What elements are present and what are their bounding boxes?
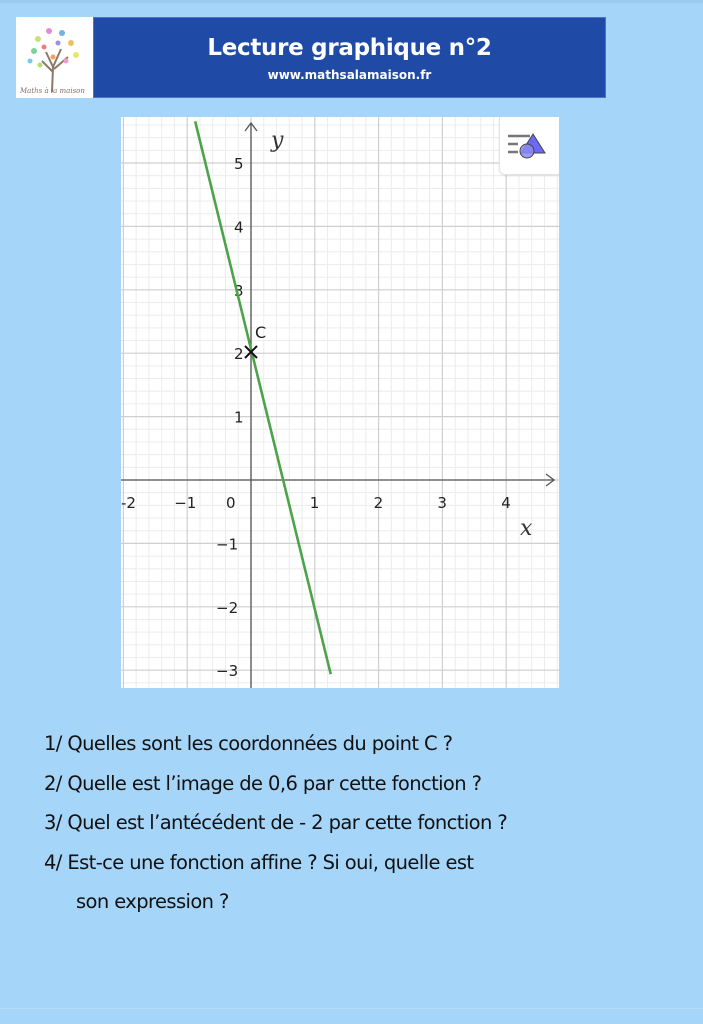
svg-text:−3: −3	[216, 662, 239, 681]
title-box	[93, 17, 606, 98]
page-title: Lecture graphique n°2	[207, 35, 492, 61]
point-c-label: C	[255, 323, 267, 342]
svg-text:3: 3	[234, 281, 244, 300]
svg-text:0: 0	[226, 494, 236, 512]
graphics-style-button[interactable]	[499, 117, 559, 175]
svg-text:1: 1	[309, 494, 320, 512]
graph-view[interactable]	[121, 117, 559, 688]
svg-text:2: 2	[373, 494, 384, 512]
question-list	[44, 724, 684, 922]
svg-text:2: 2	[234, 345, 244, 364]
svg-text:4: 4	[501, 494, 511, 512]
question-4: 4/ Est-ce une fonction affine ? Si oui, quelle est	[44, 850, 474, 874]
top-strip	[0, 0, 703, 3]
header-banner	[16, 17, 606, 98]
site-logo	[16, 17, 93, 98]
function-line[interactable]	[195, 121, 331, 674]
svg-text:−1: −1	[216, 535, 239, 554]
svg-text:-2: -2	[121, 494, 136, 512]
function-plot	[121, 117, 559, 688]
website-link[interactable]: www.mathsalamaison.fr	[267, 68, 432, 82]
svg-text:−1: −1	[174, 494, 197, 512]
question-4-continued: son expression ?	[76, 890, 229, 913]
graphics-style-icon	[500, 117, 559, 174]
svg-text:Maths à la maison: Maths à la maison	[20, 87, 85, 95]
svg-text:3: 3	[437, 494, 447, 512]
y-axis-label: y	[271, 128, 284, 153]
svg-text:−2: −2	[216, 598, 239, 617]
svg-text:4: 4	[234, 218, 244, 237]
svg-text:5: 5	[234, 155, 244, 173]
question-2: 2/ Quelle est l’image de 0,6 par cette fonction ?	[44, 771, 482, 795]
bottom-divider	[0, 1008, 703, 1009]
svg-text:1: 1	[234, 408, 244, 427]
x-axis-label: x	[520, 516, 533, 541]
tree-logo-icon	[16, 17, 93, 98]
question-1: 1/ Quelles sont les coordonnées du point C ?	[44, 732, 453, 755]
question-3: 3/ Quel est l’antécédent de - 2 par cette fonction ?	[44, 811, 508, 834]
